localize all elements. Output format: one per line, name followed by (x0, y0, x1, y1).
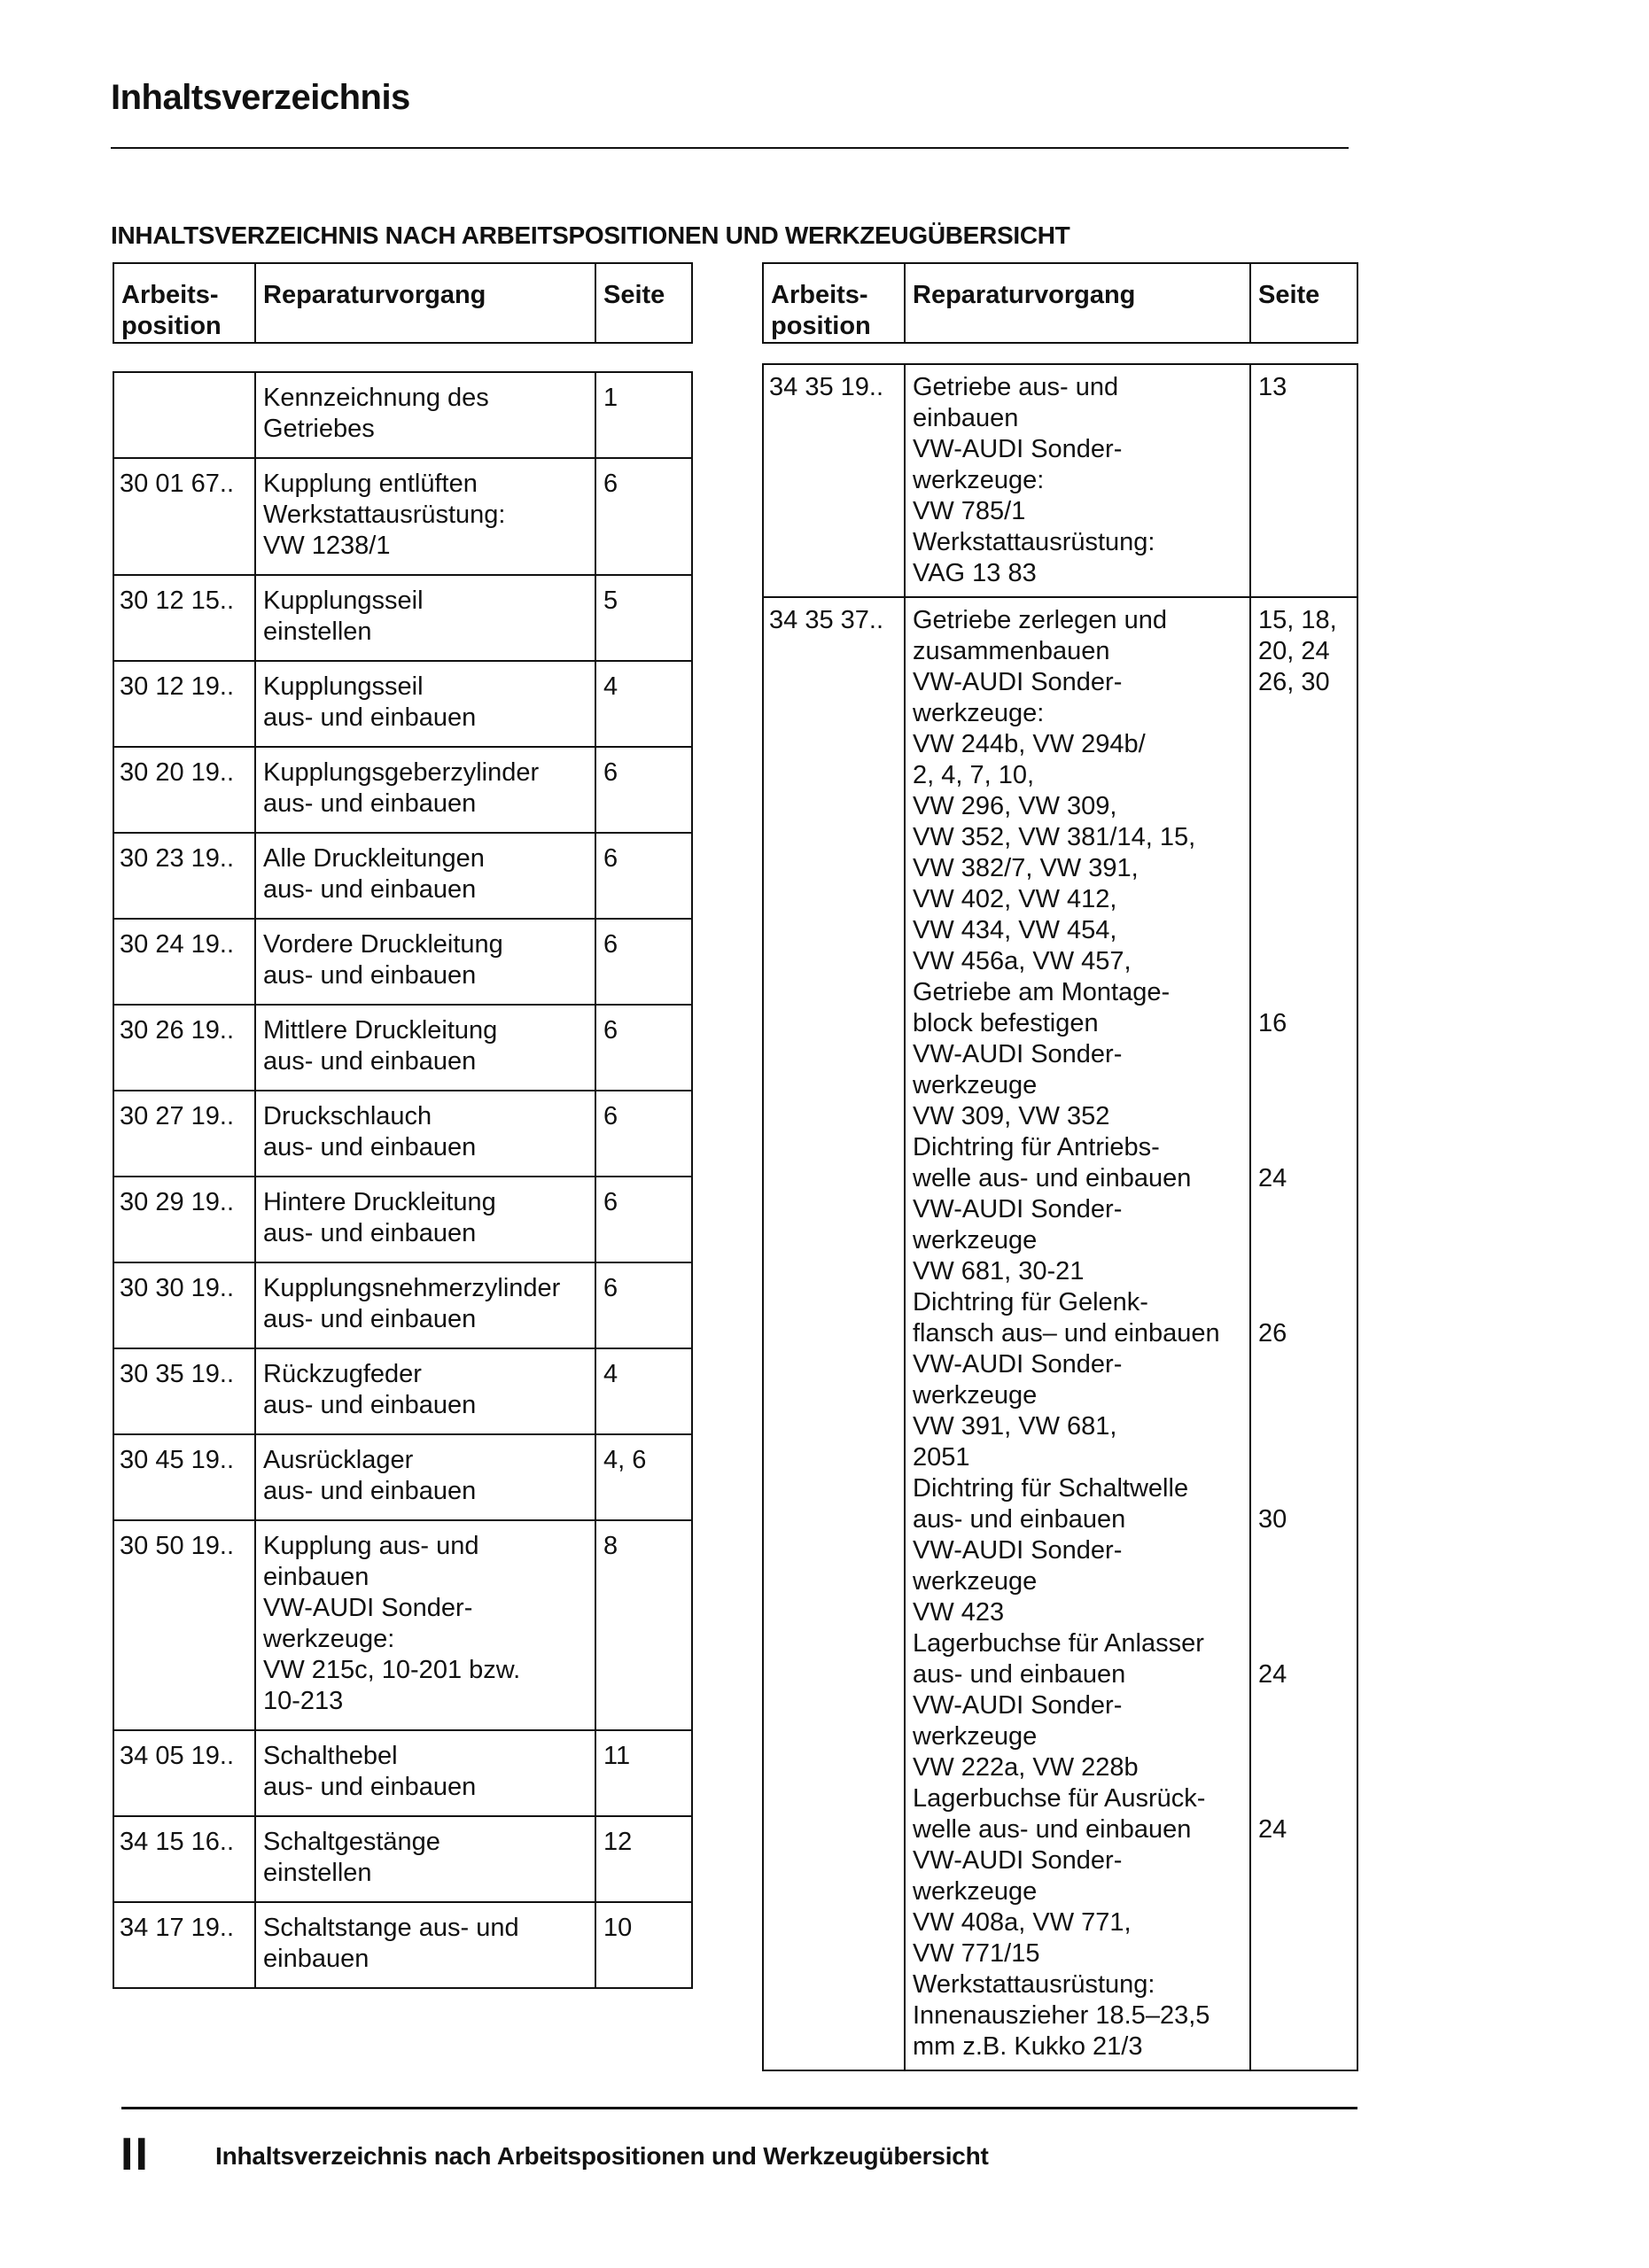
row-procedure: Mittlere Druckleitung aus- und einbauen (255, 1005, 595, 1091)
table-row (763, 364, 1357, 597)
row-page: 11 (595, 1730, 692, 1816)
row-procedure: Kupplungsseil einstellen (255, 575, 595, 661)
table-row (113, 1348, 692, 1434)
row-procedure: Vordere Druckleitung aus- und einbauen (255, 919, 595, 1005)
header-gap (113, 343, 692, 372)
row-page: 15, 18, 20, 24 26, 30 16 24 26 30 24 24 (1250, 597, 1357, 2070)
left-toc-table (113, 262, 693, 1989)
row-procedure: Rückzugfeder aus- und einbauen (255, 1348, 595, 1434)
header-rule (111, 147, 1349, 149)
row-page: 4 (595, 661, 692, 747)
row-page: 4, 6 (595, 1434, 692, 1520)
table-row (113, 661, 692, 747)
row-page: 12 (595, 1816, 692, 1902)
row-procedure: Kupplung aus- und einbauen VW-AUDI Sonder- werkzeuge: VW 215c, 10-201 bzw. 10-213 (255, 1520, 595, 1730)
table-row (113, 1816, 692, 1902)
table-row (763, 597, 1357, 2070)
section-title: INHALTSVERZEICHNIS NACH ARBEITSPOSITIONEN UND WERKZEUGÜBERSICHT (111, 221, 1070, 249)
row-position: 30 01 67.. (113, 458, 255, 575)
table-row (113, 372, 692, 458)
row-page: 8 (595, 1520, 692, 1730)
row-position: 34 15 16.. (113, 1816, 255, 1902)
row-page: 6 (595, 1091, 692, 1177)
row-procedure: Schaltstange aus- und einbauen (255, 1902, 595, 1988)
row-procedure: Kennzeichnung des Getriebes (255, 372, 595, 458)
row-position: 30 24 19.. (113, 919, 255, 1005)
table-row (113, 747, 692, 833)
row-position: 30 50 19.. (113, 1520, 255, 1730)
table-row (113, 1730, 692, 1816)
table-row (113, 1091, 692, 1177)
table-row (113, 1005, 692, 1091)
row-position: 30 12 19.. (113, 661, 255, 747)
row-page: 6 (595, 747, 692, 833)
table-row (113, 1520, 692, 1730)
row-page: 4 (595, 1348, 692, 1434)
row-position: 30 27 19.. (113, 1091, 255, 1177)
row-page: 6 (595, 919, 692, 1005)
right-header-row (763, 263, 1357, 343)
header-position: Arbeits- position (763, 263, 905, 343)
table-row (113, 1262, 692, 1348)
row-position: 30 30 19.. (113, 1262, 255, 1348)
row-position: 30 26 19.. (113, 1005, 255, 1091)
row-procedure: Getriebe zerlegen und zusammenbauen VW-AUDI Sonder- werkzeuge: VW 244b, VW 294b/ 2, 4, 7, 10, VW 296, VW 309, VW 352, VW 381/14, 15, VW 382/7, VW 391, VW 402, VW 412, VW 434, VW 454, VW 456a, VW 457, Getriebe am Montage- block befestigen VW-AUDI Sonder- werkzeuge VW 309, VW 352 Dichtring für Antriebs- welle aus- und einbauen VW-AUDI Sonder- werkzeuge VW 681, 30-21 Dichtring für Gelenk- flansch aus– und einbauen VW-AUDI Sonder- werkzeuge VW 391, VW 681, 2051 Dichtring für Schaltwelle aus- und einbauen VW-AUDI Sonder- werkzeuge VW 423 Lagerbuchse für Anlasser aus- und einbauen VW-AUDI Sonder- werkzeuge VW 222a, VW 228b Lagerbuchse für Ausrück- welle aus- und einbauen VW-AUDI Sonder- werkzeuge VW 408a, VW 771, VW 771/15 Werkstattausrüstung: Innenauszieher 18.5–23,5 mm z.B. Kukko 21/3 (905, 597, 1250, 2070)
row-procedure: Kupplung entlüften Werkstattausrüstung: VW 1238/1 (255, 458, 595, 575)
row-position: 34 05 19.. (113, 1730, 255, 1816)
table-row (113, 919, 692, 1005)
row-position: 34 17 19.. (113, 1902, 255, 1988)
row-page: 10 (595, 1902, 692, 1988)
footer-text: Inhaltsverzeichnis nach Arbeitspositionen und Werkzeugübersicht (215, 2142, 989, 2170)
page-heading: Inhaltsverzeichnis (111, 78, 410, 117)
header-page: Seite (595, 263, 692, 343)
row-procedure: Kupplungsnehmerzylinder aus- und einbauen (255, 1262, 595, 1348)
header-procedure: Reparaturvorgang (905, 263, 1250, 343)
table-row (113, 1902, 692, 1988)
row-page: 1 (595, 372, 692, 458)
left-header-row (113, 263, 692, 343)
row-procedure: Kupplungsseil aus- und einbauen (255, 661, 595, 747)
row-procedure: Schalthebel aus- und einbauen (255, 1730, 595, 1816)
footer-section-mark: II (121, 2129, 150, 2180)
table-row (113, 1434, 692, 1520)
row-page: 5 (595, 575, 692, 661)
footer-rule (121, 2107, 1357, 2109)
row-procedure: Ausrücklager aus- und einbauen (255, 1434, 595, 1520)
row-page: 6 (595, 833, 692, 919)
row-position: 34 35 19.. (763, 364, 905, 597)
row-position: 34 35 37.. (763, 597, 905, 2070)
row-page: 6 (595, 1005, 692, 1091)
right-toc-table (762, 262, 1358, 2071)
row-page: 13 (1250, 364, 1357, 597)
row-position: 30 12 15.. (113, 575, 255, 661)
row-position: 30 20 19.. (113, 747, 255, 833)
row-position: 30 35 19.. (113, 1348, 255, 1434)
row-procedure: Getriebe aus- und einbauen VW-AUDI Sonder- werkzeuge: VW 785/1 Werkstattausrüstung: VAG 13 83 (905, 364, 1250, 597)
row-procedure: Kupplungsgeberzylinder aus- und einbauen (255, 747, 595, 833)
header-gap (763, 343, 1357, 364)
row-position: 30 29 19.. (113, 1177, 255, 1262)
header-page: Seite (1250, 263, 1357, 343)
row-procedure: Schaltgestänge einstellen (255, 1816, 595, 1902)
row-procedure: Alle Druckleitungen aus- und einbauen (255, 833, 595, 919)
row-position: 30 45 19.. (113, 1434, 255, 1520)
table-row (113, 575, 692, 661)
row-position (113, 372, 255, 458)
row-page: 6 (595, 458, 692, 575)
table-row (113, 1177, 692, 1262)
row-page: 6 (595, 1262, 692, 1348)
header-procedure: Reparaturvorgang (255, 263, 595, 343)
row-procedure: Druckschlauch aus- und einbauen (255, 1091, 595, 1177)
table-row (113, 458, 692, 575)
row-procedure: Hintere Druckleitung aus- und einbauen (255, 1177, 595, 1262)
table-row (113, 833, 692, 919)
row-position: 30 23 19.. (113, 833, 255, 919)
row-page: 6 (595, 1177, 692, 1262)
header-position: Arbeits- position (113, 263, 255, 343)
